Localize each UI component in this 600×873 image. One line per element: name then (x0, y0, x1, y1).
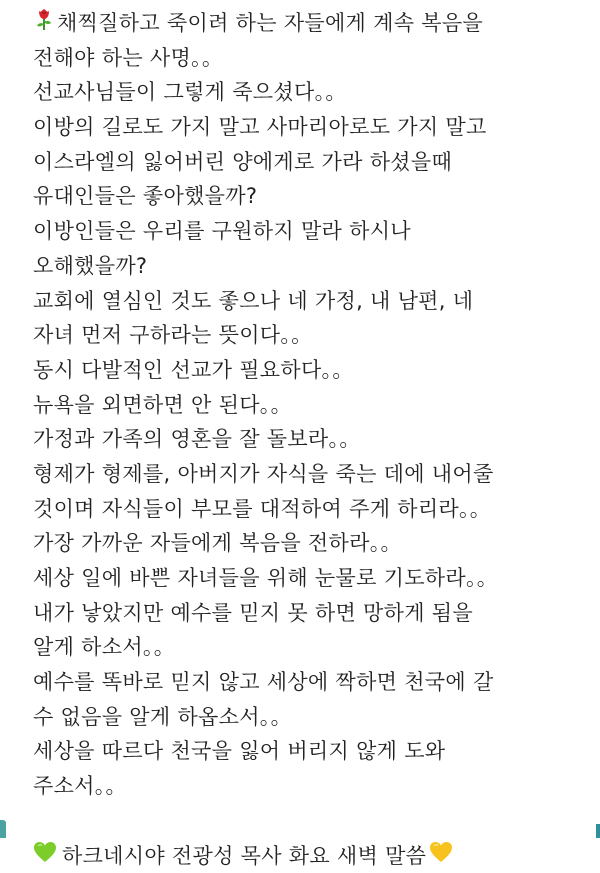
note-line-5: 이스라엘의 잃어버린 양에게로 가라 하셨을때 (33, 145, 593, 180)
note-line-8: 오해했을까? (33, 249, 593, 284)
note-line-19: 알게 하소서。。 (33, 630, 593, 665)
note-line-9: 교회에 열심인 것도 좋으나 네 가정, 내 남편, 네 (33, 284, 593, 319)
right-edge-marker (596, 824, 600, 838)
note-line-1 (33, 6, 593, 41)
note-line-20: 예수를 똑바로 믿지 않고 세상에 짝하면 천국에 갈 (33, 665, 593, 700)
note-line-18: 내가 낳았지만 예수를 믿지 못 하면 망하게 됨을 (33, 596, 593, 631)
blank-line (33, 804, 593, 839)
note-line-12: 뉴욕을 외면하면 안 된다。。 (33, 388, 593, 423)
note-line-13: 가정과 가족의 영혼을 잘 돌보라。。 (33, 422, 593, 457)
note-line-14: 형제가 형제를, 아버지가 자식을 죽는 데에 내어줄 (33, 457, 593, 492)
note-line-15: 것이며 자식들이 부모를 대적하여 주게 하리라。。 (33, 492, 593, 527)
note-line-7: 이방인들은 우리를 구원하지 말라 하시나 (33, 214, 593, 249)
sermon-note (33, 6, 593, 873)
rose-icon (33, 7, 55, 42)
note-line-6: 유대인들은 좋아했을까? (33, 179, 593, 214)
note-line-2: 전해야 하는 사명。。 (33, 41, 593, 76)
green-heart-icon (33, 839, 57, 873)
note-line-10: 자녀 먼저 구하라는 뜻이다。。 (33, 318, 593, 353)
note-line-1-text: 채찍질하고 죽이려 하는 자들에게 계속 복음을 (57, 11, 483, 35)
note-line-21: 수 없음을 알게 하옵소서。。 (33, 700, 593, 735)
note-line-3: 선교사님들이 그렇게 죽으셨다。。 (33, 75, 593, 110)
note-line-23: 주소서。。 (33, 769, 593, 804)
note-line-16: 가장 가까운 자들에게 복음을 전하라。。 (33, 526, 593, 561)
note-line-22: 세상을 따르다 천국을 잃어 버리지 않게 도와 (33, 734, 593, 769)
yellow-heart-icon (429, 839, 453, 873)
note-line-17: 세상 일에 바쁜 자녀들을 위해 눈물로 기도하라。。 (33, 561, 593, 596)
sermon-signature (33, 839, 593, 873)
signature-text: 하크네시야 전광성 목사 화요 새벽 말씀 (62, 839, 426, 873)
note-line-4: 이방의 길로도 가지 말고 사마리아로도 가지 말고 (33, 110, 593, 145)
note-line-11: 동시 다발적인 선교가 필요하다。。 (33, 353, 593, 388)
left-edge-marker (0, 820, 6, 838)
